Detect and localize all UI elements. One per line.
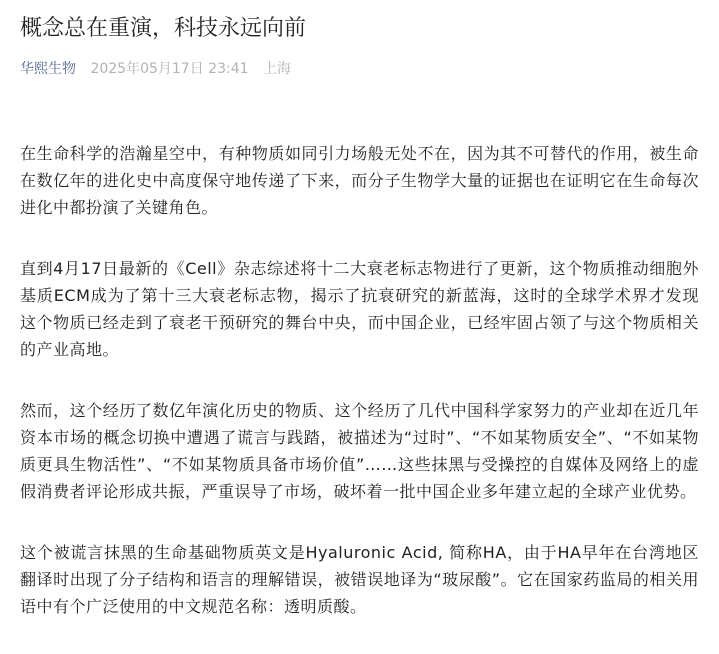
paragraph: 直到4月17日最新的《Cell》杂志综述将十二大衰老标志物进行了更新，这个物质推动细胞外基质ECM成为了第十三大衰老标志物，揭示了抗衰研究的新蓝海，这时的全球学术界才发现这个物质已经走到了衰老干预研究的舞台中央，而中国企业，已经牢固占领了与这个物质相关的产业高地。 (20, 259, 699, 359)
publish-date: 2025年05月17日 23:41 (90, 61, 249, 77)
article-meta (20, 58, 291, 80)
paragraph: 然而，这个经历了数亿年演化历史的物质、这个经历了几代中国科学家努力的产业却在近几年资本市场的概念切换中遭遇了谎言与践踏，被描述为“过时”、“不如某物质安全”、“不如某物质更具生物活性”、“不如某物质具备市场价值”……这些抹黑与受操控的自媒体及网络上的虚假消费者评论形成共振，严重误导了市场，破坏着一批中国企业多年建立起的全球产业优势。 (20, 401, 699, 501)
publish-location: 上海 (262, 61, 291, 77)
paragraph: 这个被谎言抹黑的生命基础物质英文是Hyaluronic Acid, 简称HA，由于HA早年在台湾地区翻译时出现了分子结构和语言的理解错误，被错误地译为“玻尿酸”。它在国家药监局的相关用语中有个广泛使用的中文规范名称：透明质酸。 (20, 543, 699, 616)
paragraph: 在生命科学的浩瀚星空中，有种物质如同引力场般无处不在，因为其不可替代的作用，被生命在数亿年的进化史中高度保守地传递了下来，而分子生物学大量的证据也在证明它在生命每次进化中都扮演了关键角色。 (20, 144, 699, 217)
article-title: 概念总在重演，科技永远向前 (20, 16, 307, 41)
author-link[interactable]: 华熙生物 (20, 61, 76, 77)
article-body (20, 140, 699, 654)
